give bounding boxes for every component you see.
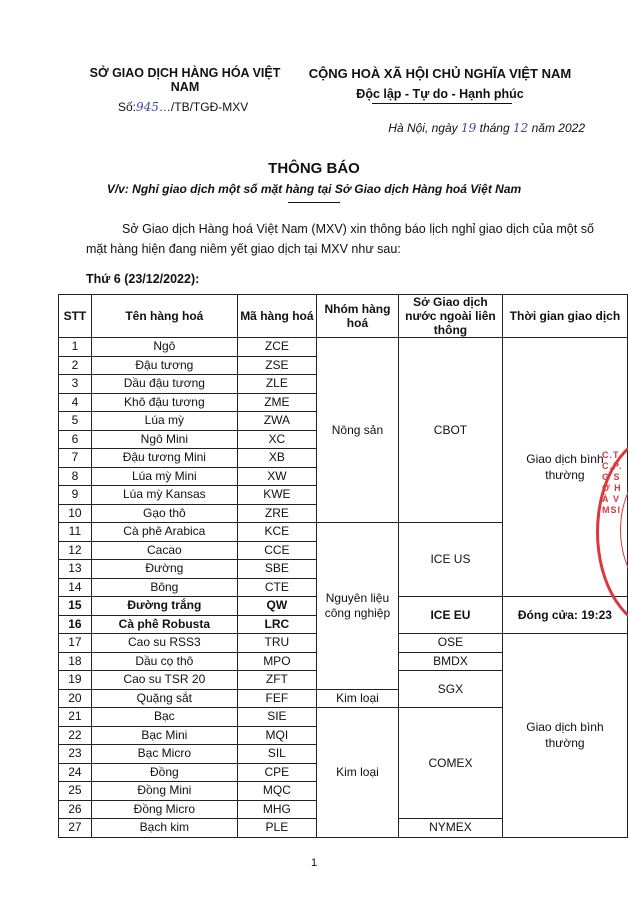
header-time: Thời gian giao dịch (502, 295, 627, 338)
row-stt: 3 (59, 375, 92, 394)
date-month-label: tháng (479, 121, 510, 135)
doc-number-prefix: Số: (118, 100, 137, 114)
table-row (59, 338, 628, 357)
row-code: TRU (237, 634, 316, 653)
exchange-sgx: SGX (399, 671, 503, 708)
document-subtitle: V/v: Nghỉ giao dịch một số mặt hàng tại Sở Giao dịch Hàng hoá Việt Nam (106, 182, 522, 196)
row-code: KWE (237, 486, 316, 505)
row-stt: 4 (59, 393, 92, 412)
date-month: 12 (513, 121, 529, 135)
row-stt: 25 (59, 782, 92, 801)
exchange-comex: COMEX (399, 708, 503, 819)
row-name: Bông (91, 578, 237, 597)
doc-number-suffix: …/TB/TGĐ-MXV (158, 100, 249, 114)
exchange-ice-eu: ICE EU (399, 597, 503, 634)
row-code: XB (237, 449, 316, 468)
row-stt: 17 (59, 634, 92, 653)
group-metal-2: Kim loại (316, 708, 398, 838)
row-stt: 22 (59, 726, 92, 745)
row-code: MQI (237, 726, 316, 745)
row-name: Cà phê Arabica (91, 523, 237, 542)
exchange-bmdx: BMDX (399, 652, 503, 671)
row-name: Dầu cọ thô (91, 652, 237, 671)
row-code: PLE (237, 819, 316, 838)
row-name: Bạc Micro (91, 745, 237, 764)
row-name: Quặng sắt (91, 689, 237, 708)
row-name: Cao su TSR 20 (91, 671, 237, 690)
row-stt: 24 (59, 763, 92, 782)
row-code: ZCE (237, 338, 316, 357)
organization-name: SỞ GIAO DỊCH HÀNG HÓA VIỆT NAM (89, 66, 281, 94)
seal-text: C.T.C.P. G SỞ HÀ V MSI (602, 450, 623, 515)
header-exchange: Sở Giao dịch nước ngoài liên thông (399, 295, 503, 338)
row-stt: 16 (59, 615, 92, 634)
row-name: Lúa mỳ (91, 412, 237, 431)
row-name: Cacao (91, 541, 237, 560)
row-stt: 14 (59, 578, 92, 597)
row-stt: 9 (59, 486, 92, 505)
row-stt: 6 (59, 430, 92, 449)
header-code: Mã hàng hoá (237, 295, 316, 338)
row-code: ZSE (237, 356, 316, 375)
country-name: CỘNG HOÀ XÃ HỘI CHỦ NGHĨA VIỆT NAM (308, 66, 572, 81)
exchange-cbot: CBOT (399, 338, 503, 523)
date-day: 19 (461, 121, 477, 135)
doc-number-handwritten: 945 (136, 100, 159, 114)
time-normal-1: Giao dịch bình thường (502, 338, 627, 597)
row-stt: 2 (59, 356, 92, 375)
row-stt: 7 (59, 449, 92, 468)
group-industrial: Nguyên liệu công nghiệp (316, 523, 398, 690)
row-name: Lúa mỳ Kansas (91, 486, 237, 505)
row-stt: 10 (59, 504, 92, 523)
group-agri: Nông sản (316, 338, 398, 523)
row-code: FEF (237, 689, 316, 708)
row-stt: 21 (59, 708, 92, 727)
row-code: ZME (237, 393, 316, 412)
day-label: Thứ 6 (23/12/2022): (86, 272, 200, 286)
row-name: Đường trắng (91, 597, 237, 616)
national-motto: Độc lập - Tự do - Hạnh phúc (356, 87, 524, 101)
row-stt: 20 (59, 689, 92, 708)
row-name: Khô đậu tương (91, 393, 237, 412)
time-normal-2: Giao dịch bình thường (502, 634, 627, 838)
header-group: Nhóm hàng hoá (316, 295, 398, 338)
row-name: Lúa mỳ Mini (91, 467, 237, 486)
row-stt: 18 (59, 652, 92, 671)
row-stt: 11 (59, 523, 92, 542)
row-name: Bạc Mini (91, 726, 237, 745)
row-name: Đồng Mini (91, 782, 237, 801)
row-stt: 26 (59, 800, 92, 819)
document-date (360, 121, 585, 135)
intro-paragraph: Sở Giao dịch Hàng hoá Việt Nam (MXV) xin thông báo lịch nghỉ giao dịch của một số mặt hàng hiện đang niêm yết giao dịch tại MXV như sau: (86, 222, 594, 256)
exchange-ice-us: ICE US (399, 523, 503, 597)
row-name: Ngô Mini (91, 430, 237, 449)
row-code: LRC (237, 615, 316, 634)
row-code: SIE (237, 708, 316, 727)
row-code: ZWA (237, 412, 316, 431)
row-name: Đồng Micro (91, 800, 237, 819)
row-stt: 15 (59, 597, 92, 616)
row-code: MPO (237, 652, 316, 671)
row-name: Đường (91, 560, 237, 579)
subtitle-underline (288, 202, 340, 203)
row-stt: 5 (59, 412, 92, 431)
row-code: SIL (237, 745, 316, 764)
exchange-nymex: NYMEX (399, 819, 503, 838)
exchange-ose: OSE (399, 634, 503, 653)
date-prefix: Hà Nội, ngày (388, 121, 458, 135)
row-stt: 19 (59, 671, 92, 690)
row-code: MQC (237, 782, 316, 801)
row-code: ZLE (237, 375, 316, 394)
row-stt: 13 (59, 560, 92, 579)
row-code: ZRE (237, 504, 316, 523)
page-number: 1 (310, 857, 318, 869)
row-name: Ngô (91, 338, 237, 357)
row-code: CCE (237, 541, 316, 560)
row-stt: 1 (59, 338, 92, 357)
row-code: ZFT (237, 671, 316, 690)
row-code: CPE (237, 763, 316, 782)
row-stt: 12 (59, 541, 92, 560)
document-number (118, 100, 248, 114)
document-title: THÔNG BÁO (268, 160, 360, 177)
row-code: XW (237, 467, 316, 486)
row-name: Cao su RSS3 (91, 634, 237, 653)
header-stt: STT (59, 295, 92, 338)
schedule-table (58, 294, 628, 838)
header-name: Tên hàng hoá (91, 295, 237, 338)
row-name: Dầu đậu tương (91, 375, 237, 394)
row-name: Gạo thô (91, 504, 237, 523)
motto-underline (372, 103, 512, 104)
row-stt: 8 (59, 467, 92, 486)
row-code: MHG (237, 800, 316, 819)
date-year: năm 2022 (531, 121, 585, 135)
row-code: XC (237, 430, 316, 449)
row-name: Bạch kim (91, 819, 237, 838)
row-name: Đậu tương (91, 356, 237, 375)
row-code: SBE (237, 560, 316, 579)
time-close: Đóng cửa: 19:23 (502, 597, 627, 634)
row-code: CTE (237, 578, 316, 597)
row-code: QW (237, 597, 316, 616)
group-metal-1: Kim loại (316, 689, 398, 708)
row-name: Bạc (91, 708, 237, 727)
row-name: Cà phê Robusta (91, 615, 237, 634)
row-name: Đồng (91, 763, 237, 782)
row-stt: 27 (59, 819, 92, 838)
row-name: Đậu tương Mini (91, 449, 237, 468)
row-code: KCE (237, 523, 316, 542)
row-stt: 23 (59, 745, 92, 764)
